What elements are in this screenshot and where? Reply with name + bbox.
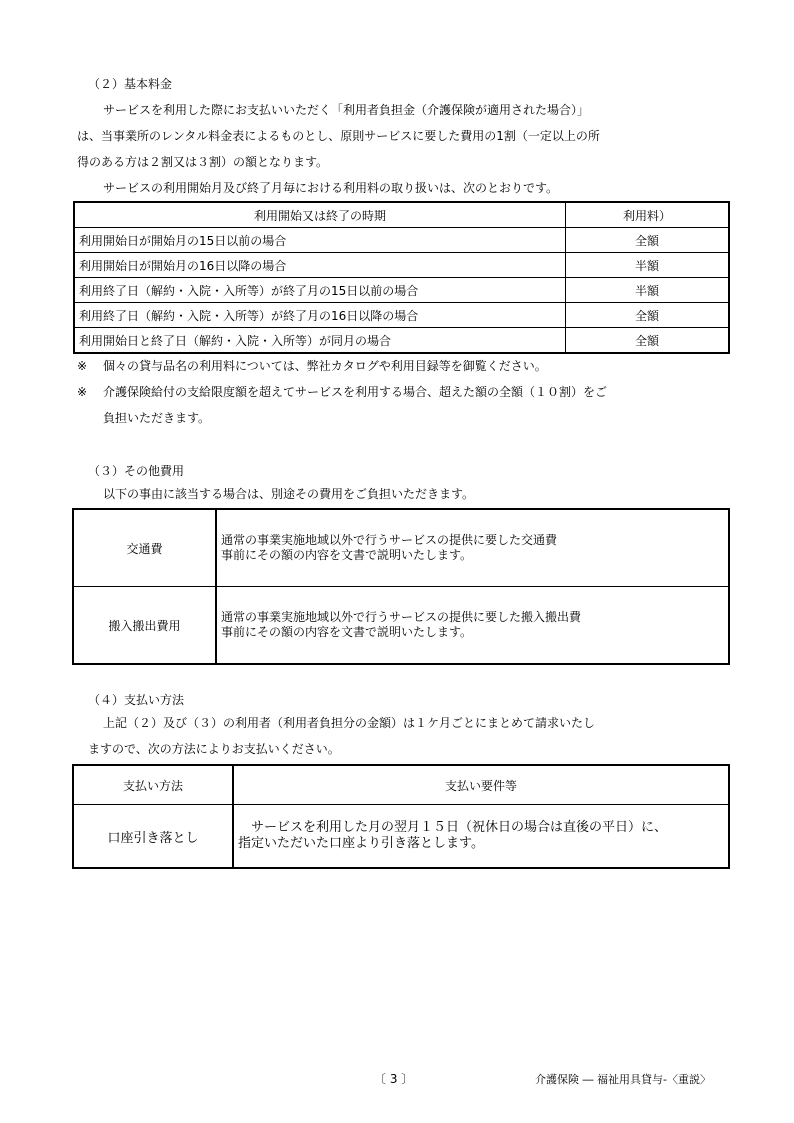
section-2-heading: （２）基本料金 — [88, 77, 173, 91]
payment-requirements-line-2: 指定いただいた口座より引き落とします。 — [238, 836, 484, 851]
fee-table-period-cell: 利用開始日が開始月の16日以降の場合 — [74, 253, 566, 278]
section-3-heading: （３）その他費用 — [88, 464, 185, 478]
note-2-mark: ※ — [77, 385, 88, 399]
page-number: 〔 3 〕 — [374, 1072, 414, 1086]
fee-table-period-cell: 利用開始日が開始月の15日以前の場合 — [74, 228, 566, 253]
note-2-line-2: 負担いただきます。 — [103, 411, 211, 425]
other-fee-label: 搬入搬出費用 — [73, 587, 216, 665]
table-row — [73, 587, 729, 665]
fee-table-period-cell: 利用終了日（解約・入院・入所等）が終了月の15日以前の場合 — [74, 278, 566, 303]
other-fee-description — [216, 509, 729, 587]
fee-table-period-cell: 利用開始日と終了日（解約・入院・入所等）が同月の場合 — [74, 328, 566, 354]
fee-table — [73, 201, 730, 354]
fee-table-fee-cell: 全額 — [566, 303, 730, 328]
fee-table-fee-cell: 全額 — [566, 328, 730, 354]
payment-method-cell: 口座引き落とし — [73, 805, 233, 869]
other-fee-label: 交通費 — [73, 509, 216, 587]
payment-table — [72, 764, 730, 869]
payment-requirements-line-1: サービスを利用した月の翌月１５日（祝休日の場合は直後の平日）に、 — [238, 820, 668, 835]
payment-requirements-cell — [233, 805, 729, 869]
table-row — [74, 303, 729, 328]
payment-table-header-row — [73, 765, 729, 805]
payment-table-header-method: 支払い方法 — [73, 765, 233, 805]
fee-table-header-fee: 利用料） — [566, 202, 730, 228]
section-2-paragraph-line-3: 得のある方は２割又は３割）の額となります。 — [77, 155, 329, 169]
other-fee-description-line-1: 通常の事業実施地域以外で行うサービスの提供に要した交通費 — [221, 533, 558, 547]
table-row — [73, 509, 729, 587]
fee-table-fee-cell: 半額 — [566, 278, 730, 303]
section-4-intro-line-2: ますので、次の方法によりお支払いください。 — [88, 742, 340, 756]
other-fee-description — [216, 587, 729, 665]
table-row — [74, 278, 729, 303]
fee-table-header-row — [74, 202, 729, 228]
table-row — [74, 228, 729, 253]
section-2-table-intro: サービスの利用開始月及び終了月毎における利用料の取り扱いは、次のとおりです。 — [103, 181, 559, 195]
payment-table-header-requirements: 支払い要件等 — [233, 765, 729, 805]
document-label: 介護保険 ― 福祉用具貸与-〈重説〉 — [535, 1073, 711, 1086]
fee-table-fee-cell: 全額 — [566, 228, 730, 253]
table-row — [74, 253, 729, 278]
section-4-intro-line-1: 上記（２）及び（３）の利用者（利用者負担分の金額）は１ケ月ごとにまとめて請求いたし — [103, 716, 596, 730]
table-row — [74, 328, 729, 354]
note-1-mark: ※ — [77, 359, 88, 373]
other-fee-description-line-1: 通常の事業実施地域以外で行うサービスの提供に要した搬入搬出費 — [221, 610, 582, 624]
other-fees-table — [72, 508, 730, 665]
section-3-intro: 以下の事由に該当する場合は、別途その費用をご負担いただきます。 — [103, 487, 475, 501]
fee-table-fee-cell: 半額 — [566, 253, 730, 278]
fee-table-header-period: 利用開始又は終了の時期 — [74, 202, 566, 228]
other-fee-description-line-2: 事前にその額の内容を文書で説明いたします。 — [221, 548, 473, 562]
note-2-line-1: 介護保険給付の支給限度額を超えてサービスを利用する場合、超えた額の全額（１０割）をご — [103, 385, 608, 399]
other-fee-description-line-2: 事前にその額の内容を文書で説明いたします。 — [221, 625, 473, 639]
note-1: 個々の貸与品名の利用料については、弊社カタログや利用目録等を御覧ください。 — [103, 359, 547, 373]
section-2-paragraph-line-1: サービスを利用した際にお支払いいただく「利用者負担金（介護保険が適用された場合）」 — [103, 103, 590, 117]
fee-table-period-cell: 利用終了日（解約・入院・入所等）が終了月の16日以降の場合 — [74, 303, 566, 328]
section-2-paragraph-line-2: は、当事業所のレンタル料金表によるものとし、原則サービスに要した費用の1割（一定以上の所 — [77, 129, 600, 143]
table-row — [73, 805, 729, 869]
section-4-heading: （４）支払い方法 — [88, 693, 185, 707]
